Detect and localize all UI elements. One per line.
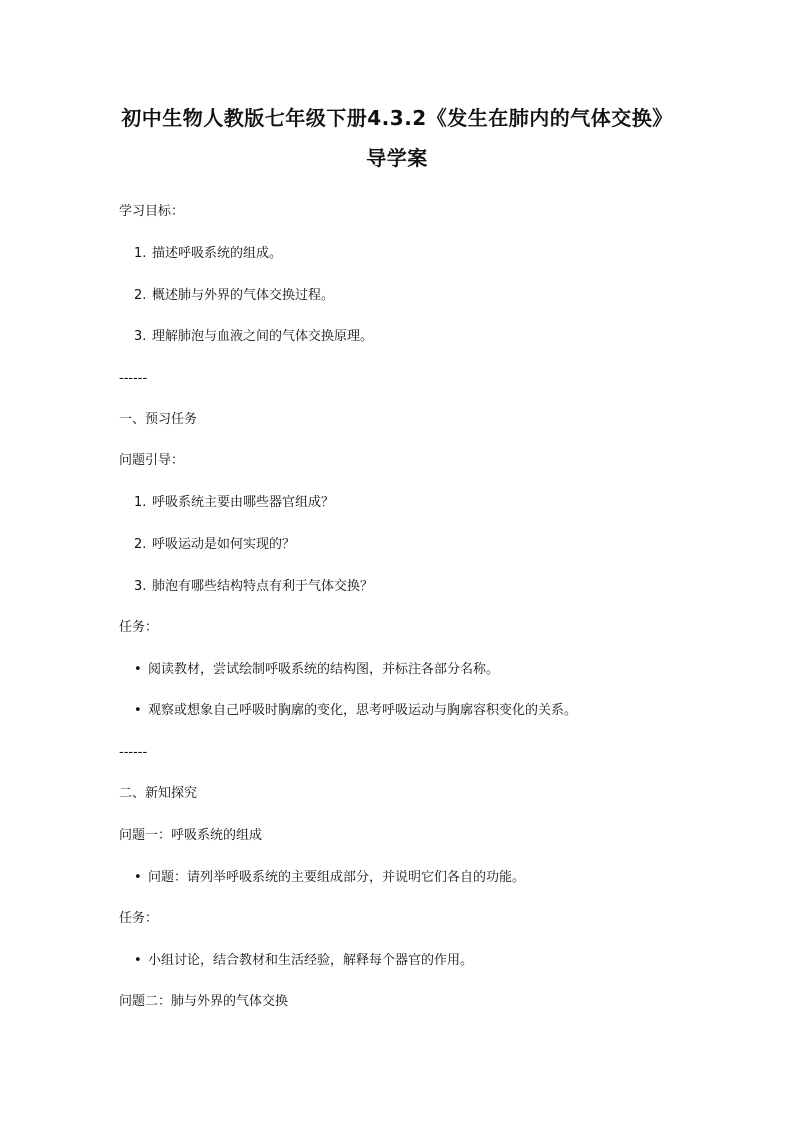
question-item [134,578,373,596]
list-text: 描述呼吸系统的组成。 [152,246,283,261]
separator: ------ [119,745,148,760]
list-text: 理解肺泡与血液之间的气体交换原理。 [152,329,374,344]
list-number: 2. [134,288,147,303]
list-text: 小组讨论，结合教材和生活经验，解释每个器官的作用。 [148,953,474,968]
section-2-heading: 二、新知探究 [119,786,198,801]
separator: ------ [119,371,148,386]
list-number: 3. [134,329,147,344]
bullet-icon: • [134,953,142,968]
list-text: 呼吸系统主要由哪些器官组成？ [152,495,335,510]
list-number: 3. [134,579,147,594]
bullet-icon: • [134,870,142,885]
task-item [134,952,473,970]
question-1-heading: 问题一：呼吸系统的组成 [119,828,263,843]
question-detail-item [134,869,525,887]
list-text: 概述肺与外界的气体交换过程。 [152,288,335,303]
bullet-icon: • [134,662,142,677]
objective-item [134,245,282,263]
task-heading: 任务： [119,620,159,635]
list-text: 呼吸运动是如何实现的？ [152,537,296,552]
document-title-line-1: 初中生物人教版七年级下册4.3.2《发生在肺内的气体交换》 [121,106,673,130]
list-text: 肺泡有哪些结构特点有利于气体交换？ [152,579,374,594]
objective-item [134,328,373,346]
list-number: 1. [134,495,147,510]
list-text: 观察或想象自己呼吸时胸廓的变化，思考呼吸运动与胸廓容积变化的关系。 [148,703,578,718]
question-item [134,494,334,512]
bullet-icon: • [134,703,142,718]
task-item [134,661,499,679]
list-number: 1. [134,246,147,261]
list-text: 问题：请列举呼吸系统的主要组成部分，并说明它们各自的功能。 [148,870,526,885]
task-item [134,702,577,720]
objective-item [134,287,334,305]
list-text: 阅读教材，尝试绘制呼吸系统的结构图，并标注各部分名称。 [148,662,500,677]
question-2-heading: 问题二：肺与外界的气体交换 [119,994,289,1009]
objectives-heading: 学习目标： [119,204,185,219]
guide-heading: 问题引导： [119,453,185,468]
task-heading: 任务： [119,911,159,926]
section-1-heading: 一、预习任务 [119,412,198,427]
list-number: 2. [134,537,147,552]
document-title-line-2: 导学案 [366,146,428,170]
question-item [134,536,295,554]
